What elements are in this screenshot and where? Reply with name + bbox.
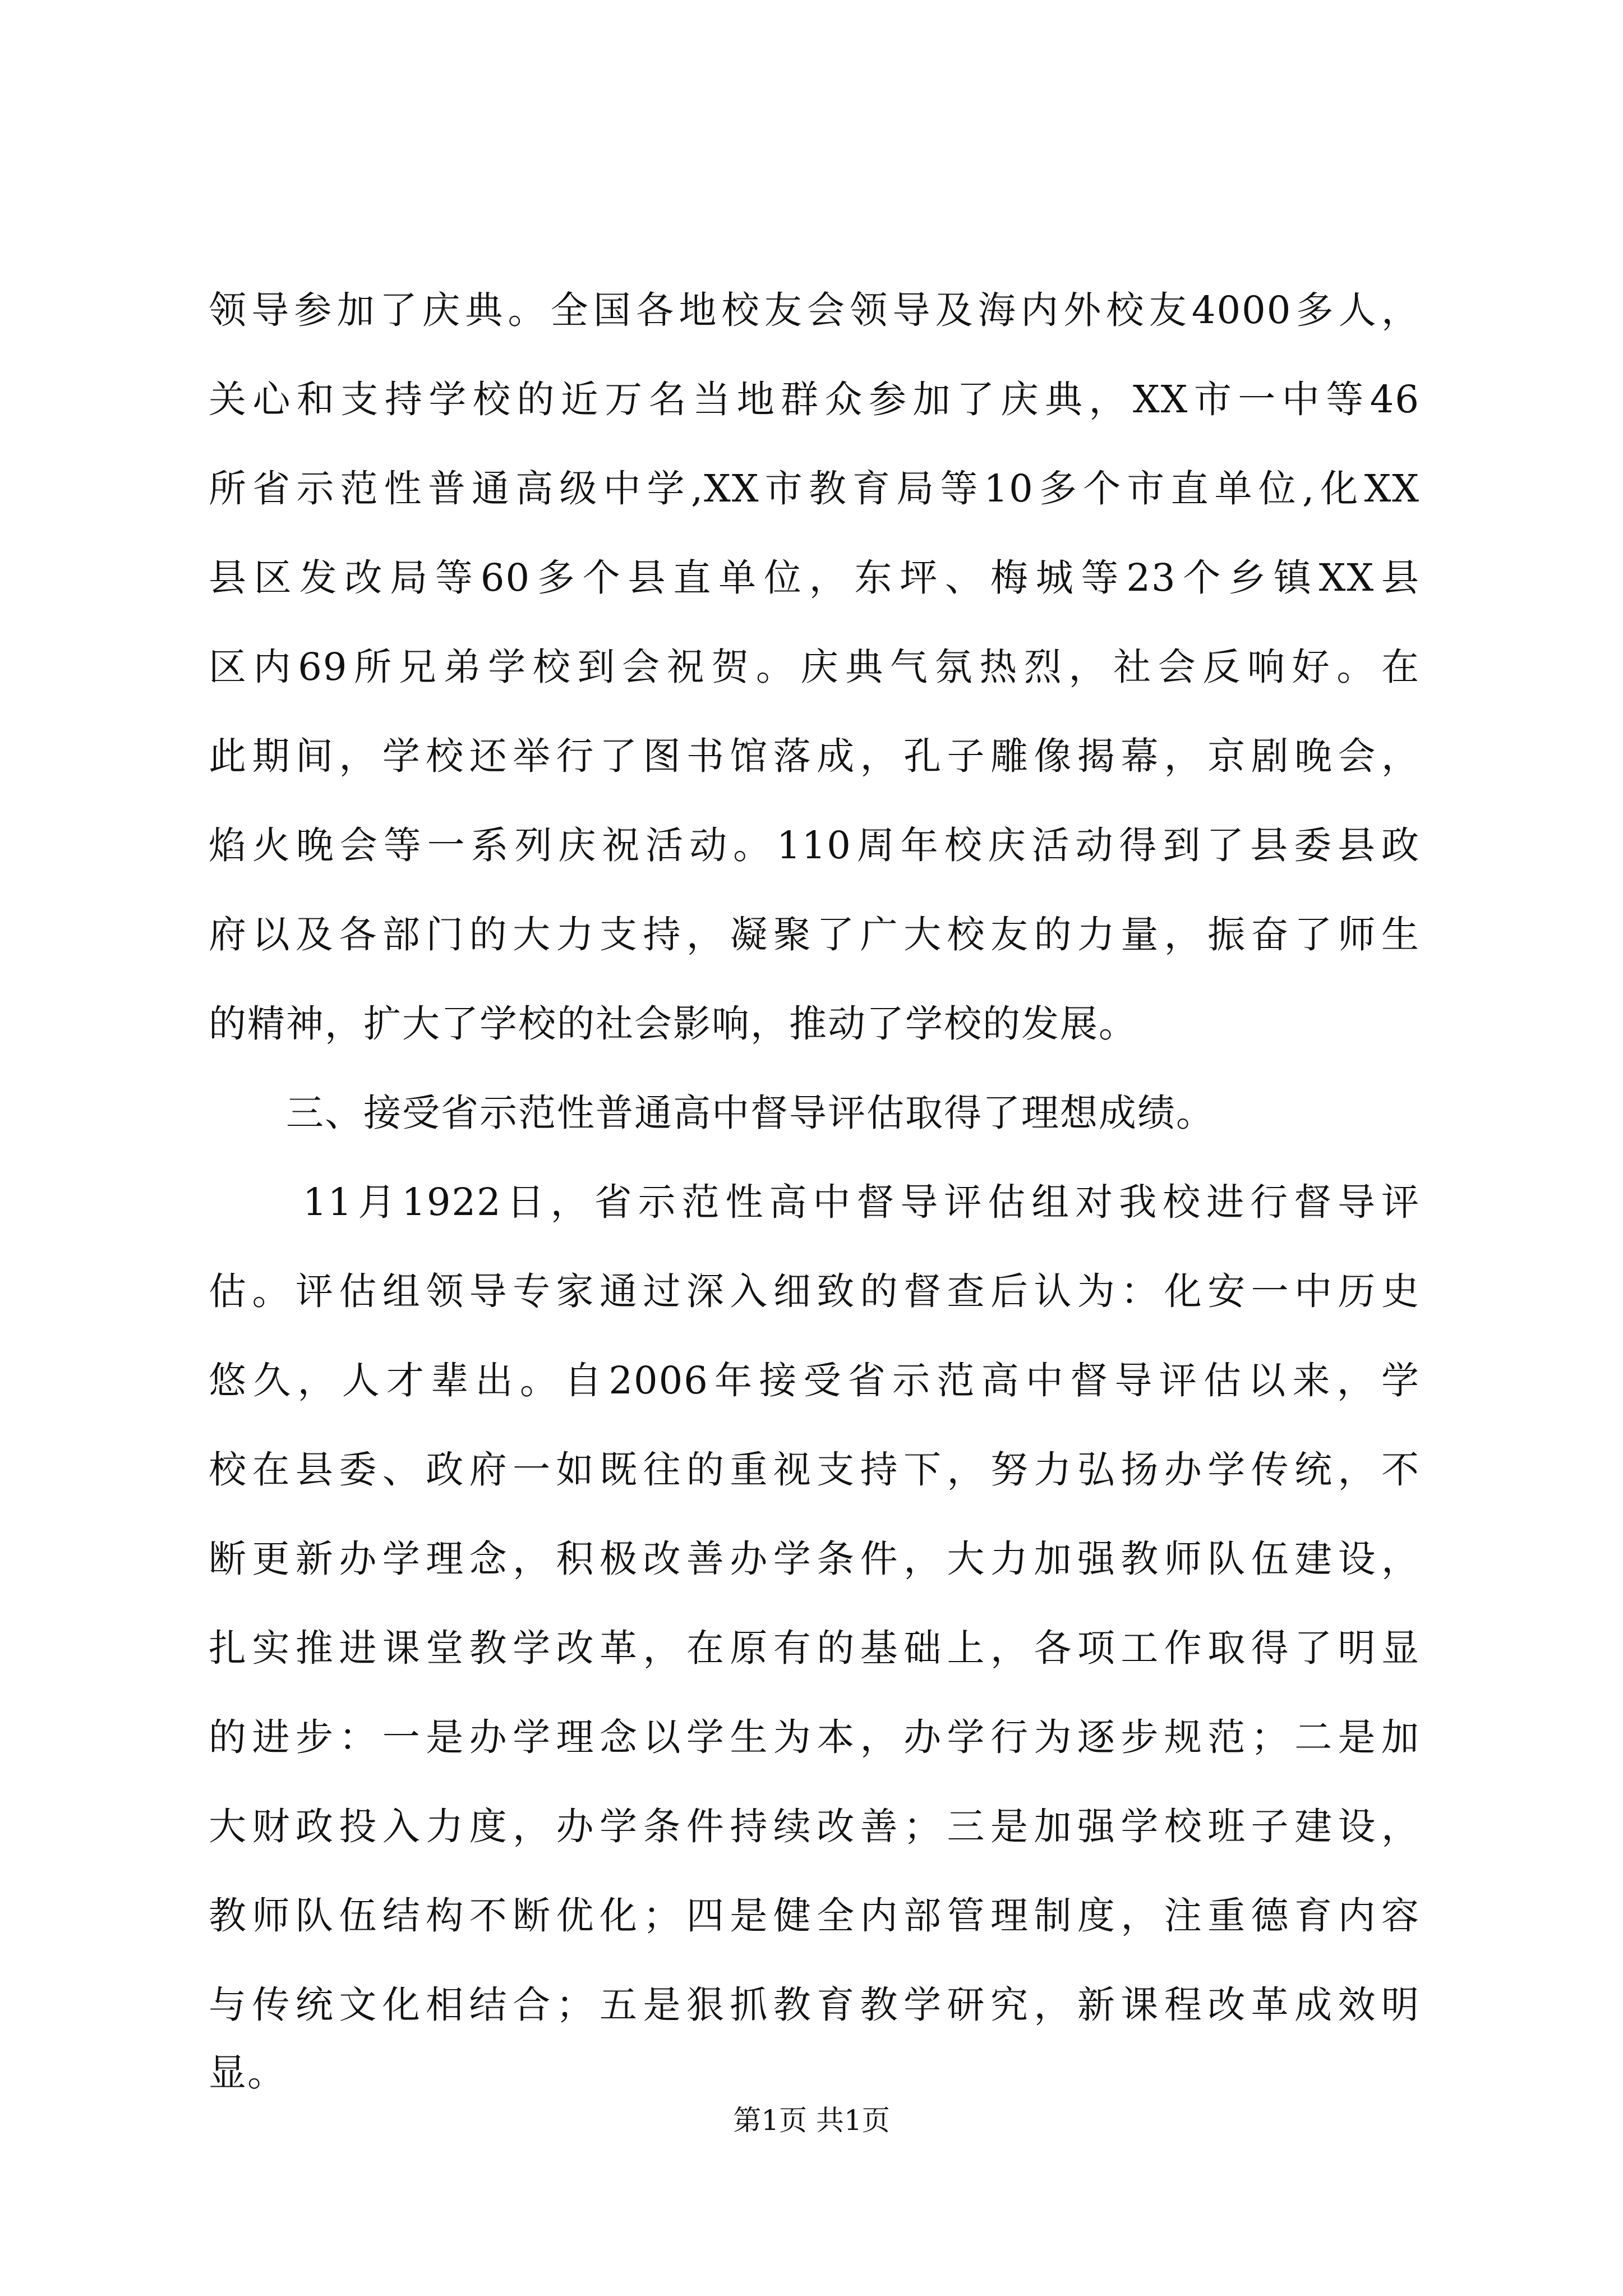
paragraph-line: 焰火晚会等一系列庆祝活动。110周年校庆活动得到了县委县政 [209, 823, 1420, 867]
paragraph-line: 区内69所兄弟学校到会祝贺。庆典气氛热烈，社会反响好。在 [209, 645, 1420, 689]
paragraph-line: 大财政投入力度，办学条件持续改善；三是加强学校班子建设， [209, 1805, 1420, 1848]
paragraph-line: 县区发改局等60多个县直单位，东坪、梅城等23个乡镇XX县 [209, 556, 1420, 600]
paragraph-line: 校在县委、政府一如既往的重视支持下，努力弘扬办学传统，不 [209, 1448, 1420, 1492]
paragraph-line: 与传统文化相结合；五是狠抓教育教学研究，新课程改革成效明 [209, 1983, 1420, 2027]
paragraph-line: 的精神，扩大了学校的社会影响，推动了学校的发展。 [209, 1002, 1137, 1046]
paragraph-line: 领导参加了庆典。全国各地校友会领导及海内外校友4000多人， [209, 288, 1420, 332]
paragraph-line: 此期间，学校还举行了图书馆落成，孔子雕像揭幕，京剧晚会， [209, 734, 1420, 778]
paragraph-line: 悠久，人才辈出。自2006年接受省示范高中督导评估以来，学 [209, 1359, 1420, 1402]
paragraph-line: 教师队伍结构不断优化；四是健全内部管理制度，注重德育内容 [209, 1894, 1420, 1938]
paragraph-line: 所省示范性普通高级中学,XX市教育局等10多个市直单位,化XX [209, 467, 1420, 510]
paragraph-line: 府以及各部门的大力支持，凝聚了广大校友的力量，振奋了师生 [209, 913, 1420, 956]
paragraph-line: 11月1922日，省示范性高中督导评估组对我校进行督导评 [303, 1180, 1420, 1224]
paragraph-line: 断更新办学理念，积极改善办学条件，大力加强教师队伍建设， [209, 1537, 1420, 1581]
paragraph-line: 显。 [209, 2051, 286, 2095]
paragraph-line: 的进步：一是办学理念以学生为本，办学行为逐步规范；二是加 [209, 1715, 1420, 1759]
paragraph-line: 扎实推进课堂教学改革，在原有的基础上，各项工作取得了明显 [209, 1626, 1420, 1670]
page-footer: 第1页 共1页 [733, 2104, 890, 2137]
paragraph-line: 关心和支持学校的近万名当地群众参加了庆典，XX市一中等46 [209, 378, 1420, 421]
section-heading: 三、接受省示范性普通高中督导评估取得了理想成绩。 [286, 1091, 1215, 1135]
paragraph-line: 估。评估组领导专家通过深入细致的督查后认为：化安一中历史 [209, 1269, 1420, 1313]
